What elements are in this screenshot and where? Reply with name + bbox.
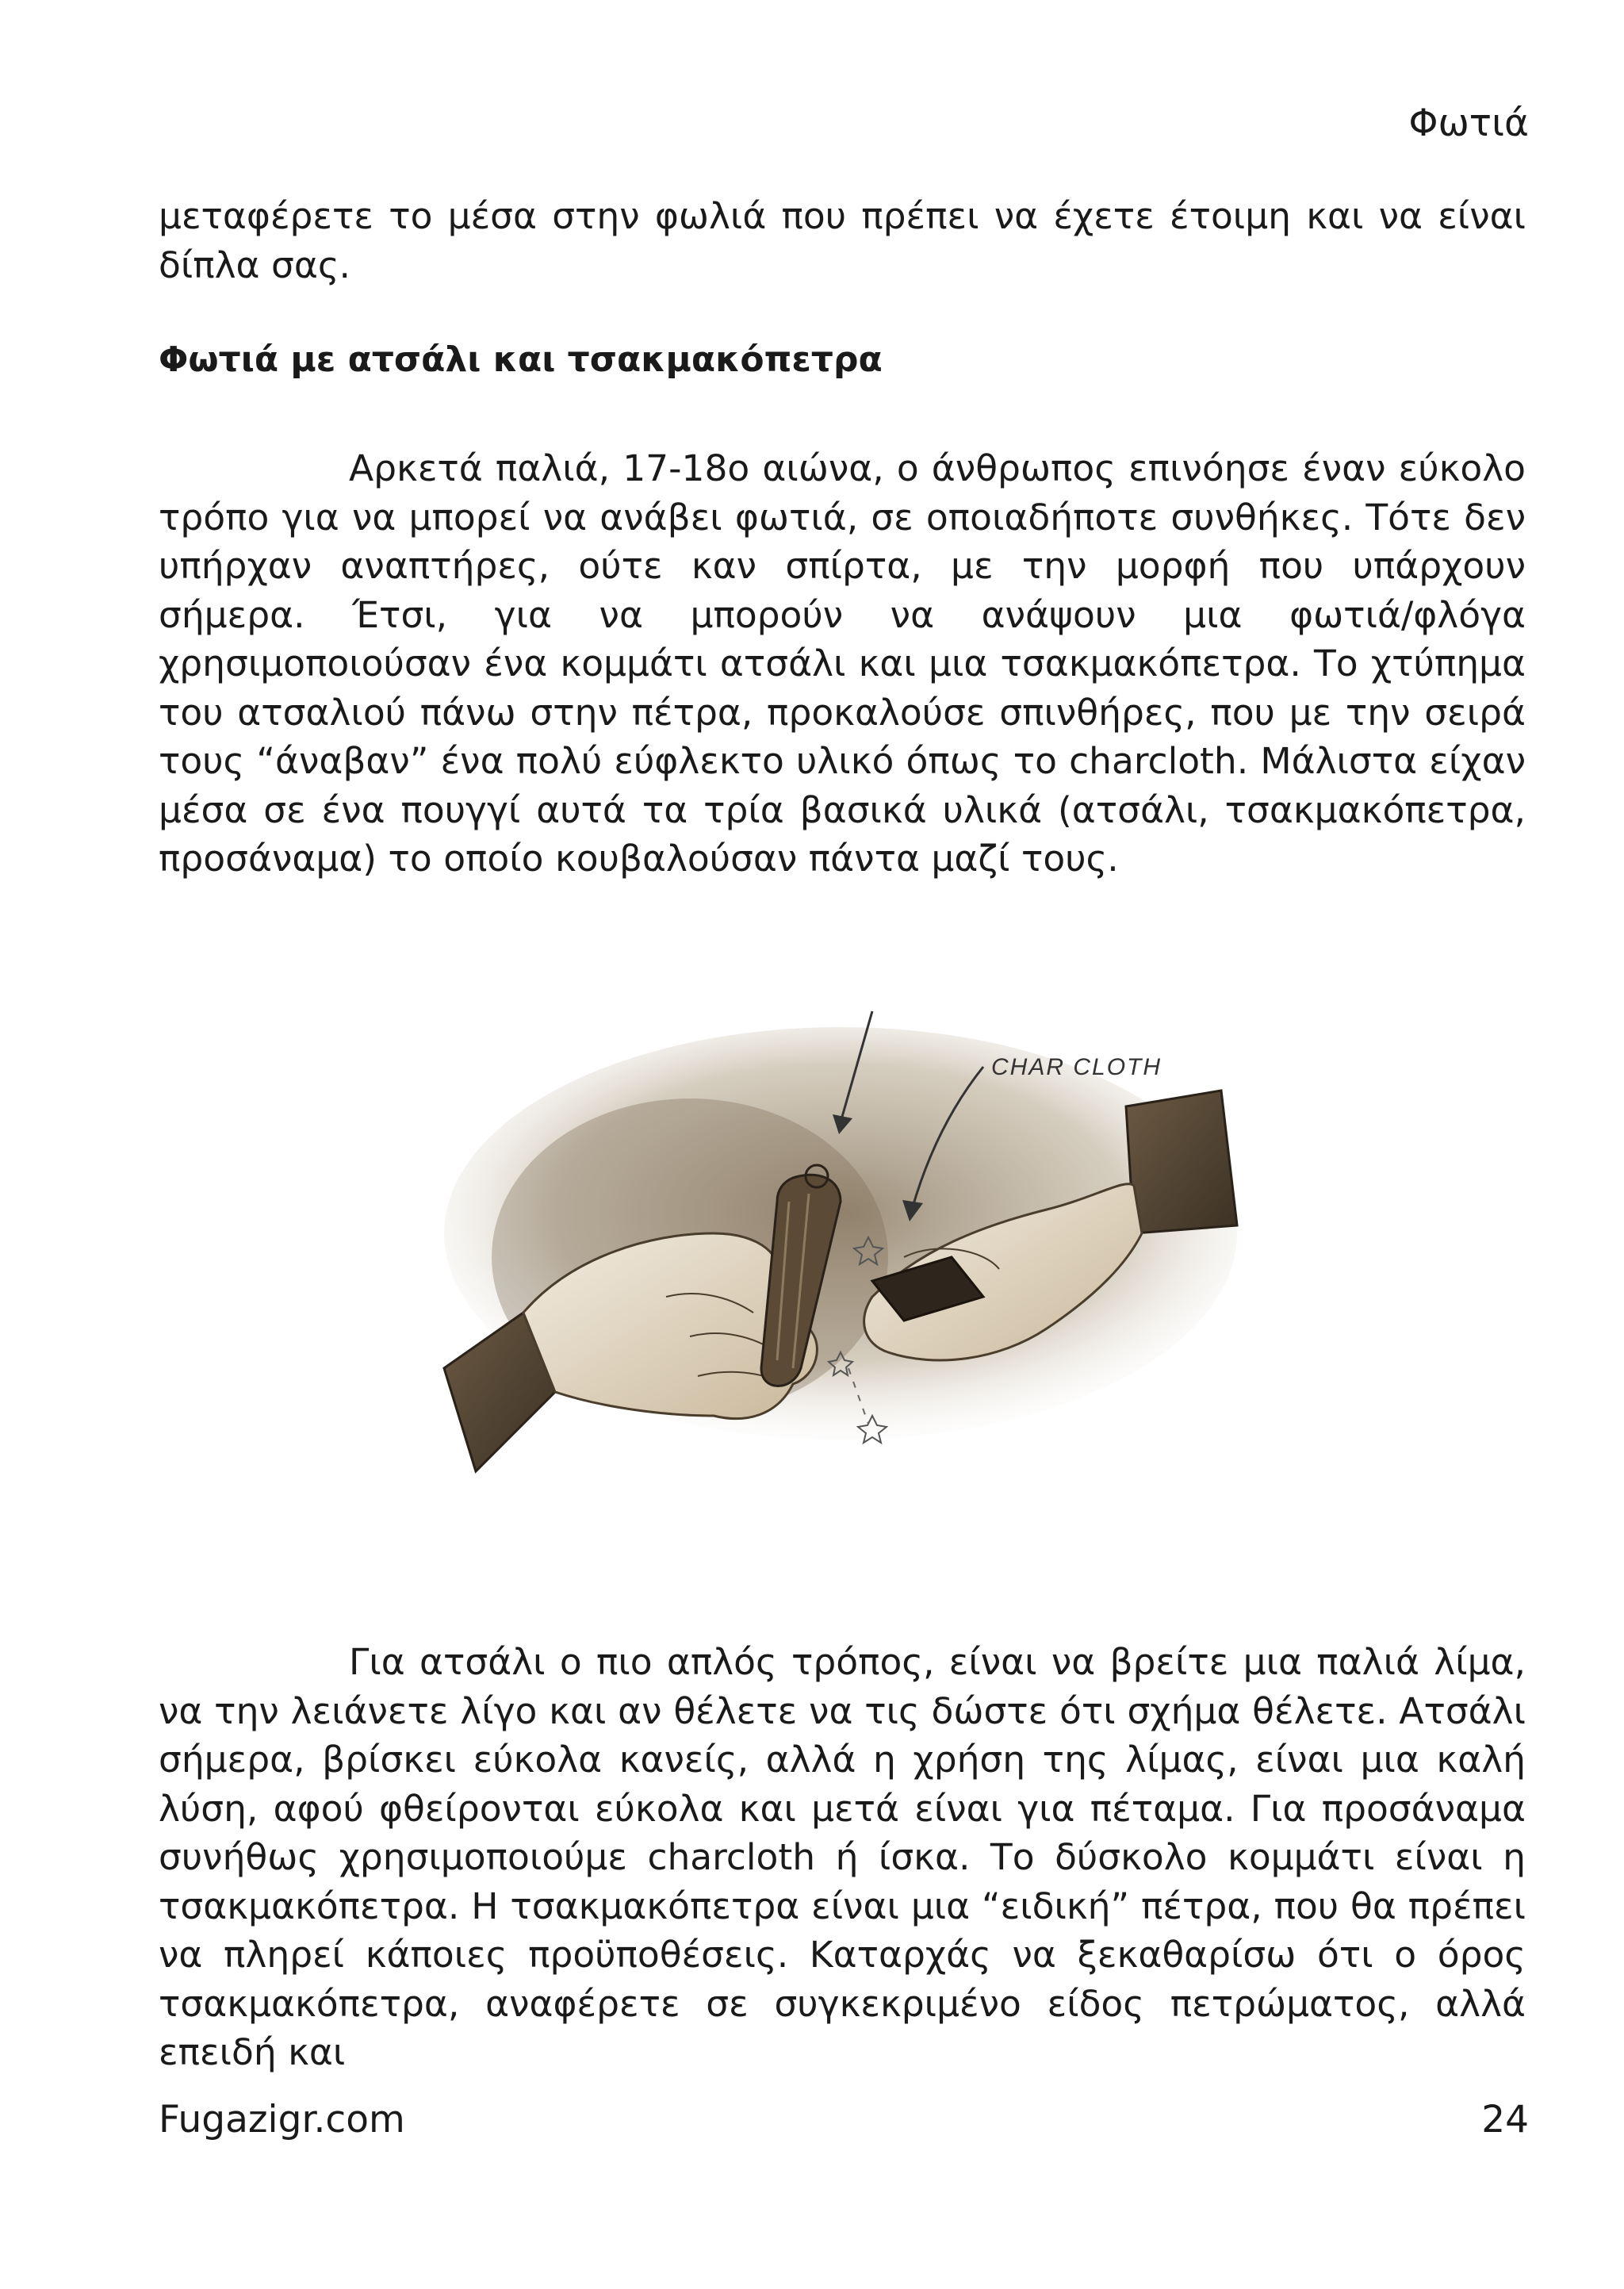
- paragraph-history-text: Αρκετά παλιά, 17-18ο αιώνα, ο άνθρωπος επινόησε έναν εύκολο τρόπο για να μπορεί να ανάβει φωτιά, σε οποιαδήποτε συνθήκες. Τότε δεν υπήρχαν αναπτήρες, ούτε καν σπίρτα, με την μορφή που υπάρχουν σήμερα. Έτσι, για να μπορούν να ανάψουν μια φωτιά/φλόγα χρησιμοποιούσαν ένα κομμάτι ατσάλι και μια τσακμακόπετρα. Το χτύπημα του ατσαλιού πάνω στην πέτρα, προκαλούσε σπινθήρες, που με την σειρά τους “άναβαν” ένα πολύ εύφλεκτο υλικό όπως το charcloth. Μάλιστα είχαν μέσα σε ένα πουγγί αυτά τα τρία βασικά υλικά (ατσάλι, τσακμακόπετρα, προσάναμα) το οποίο κουβαλούσαν πάντα μαζί τους.: [159, 447, 1526, 880]
- paragraph-continuation: μεταφέρετε το μέσα στην φωλιά που πρέπει να έχετε έτοιμη και να είναι δίπλα σας.: [159, 195, 1526, 286]
- flint-steel-illustration: [428, 995, 1253, 1566]
- paragraph-history: [159, 444, 1526, 884]
- paragraph-materials: [159, 1638, 1526, 2077]
- paragraph-materials-text: Για ατσάλι ο πιο απλός τρόπος, είναι να βρείτε μια παλιά λίμα, να την λειάνετε λίγο και αν θέλετε να τις δώστε ότι σχήμα θέλετε. Ατσάλι σήμερα, βρίσκει εύκολα κανείς, αλλά η χρήση της λίμας, είναι μια καλή λύση, αφού φθείρονται εύκολα και μετά είναι για πέταμα. Για προσάναμα συνήθως χρησιμοποιούμε charcloth ή ίσκα. Το δύσκολο κομμάτι είναι η τσακμακόπετρα. Η τσακμακόπετρα είναι μια “ειδική” πέτρα, που θα πρέπει να πληρεί κάποιες προϋποθέσεις. Καταρχάς να ξεκαθαρίσω ότι ο όρος τσακμακόπετρα, αναφέρετε σε συγκεκριμένο είδος πετρώματος, αλλά επειδή και: [159, 1641, 1526, 2073]
- footer-site: Fugazigr.com: [159, 2098, 405, 2141]
- section-heading: Φωτιά με ατσάλι και τσακμακόπετρα: [159, 339, 883, 380]
- page-number: 24: [1481, 2098, 1529, 2141]
- running-header: Φωτιά: [1408, 102, 1529, 145]
- right-sleeve: [1126, 1091, 1237, 1233]
- char-cloth-label: CHAR CLOTH: [991, 1054, 1162, 1080]
